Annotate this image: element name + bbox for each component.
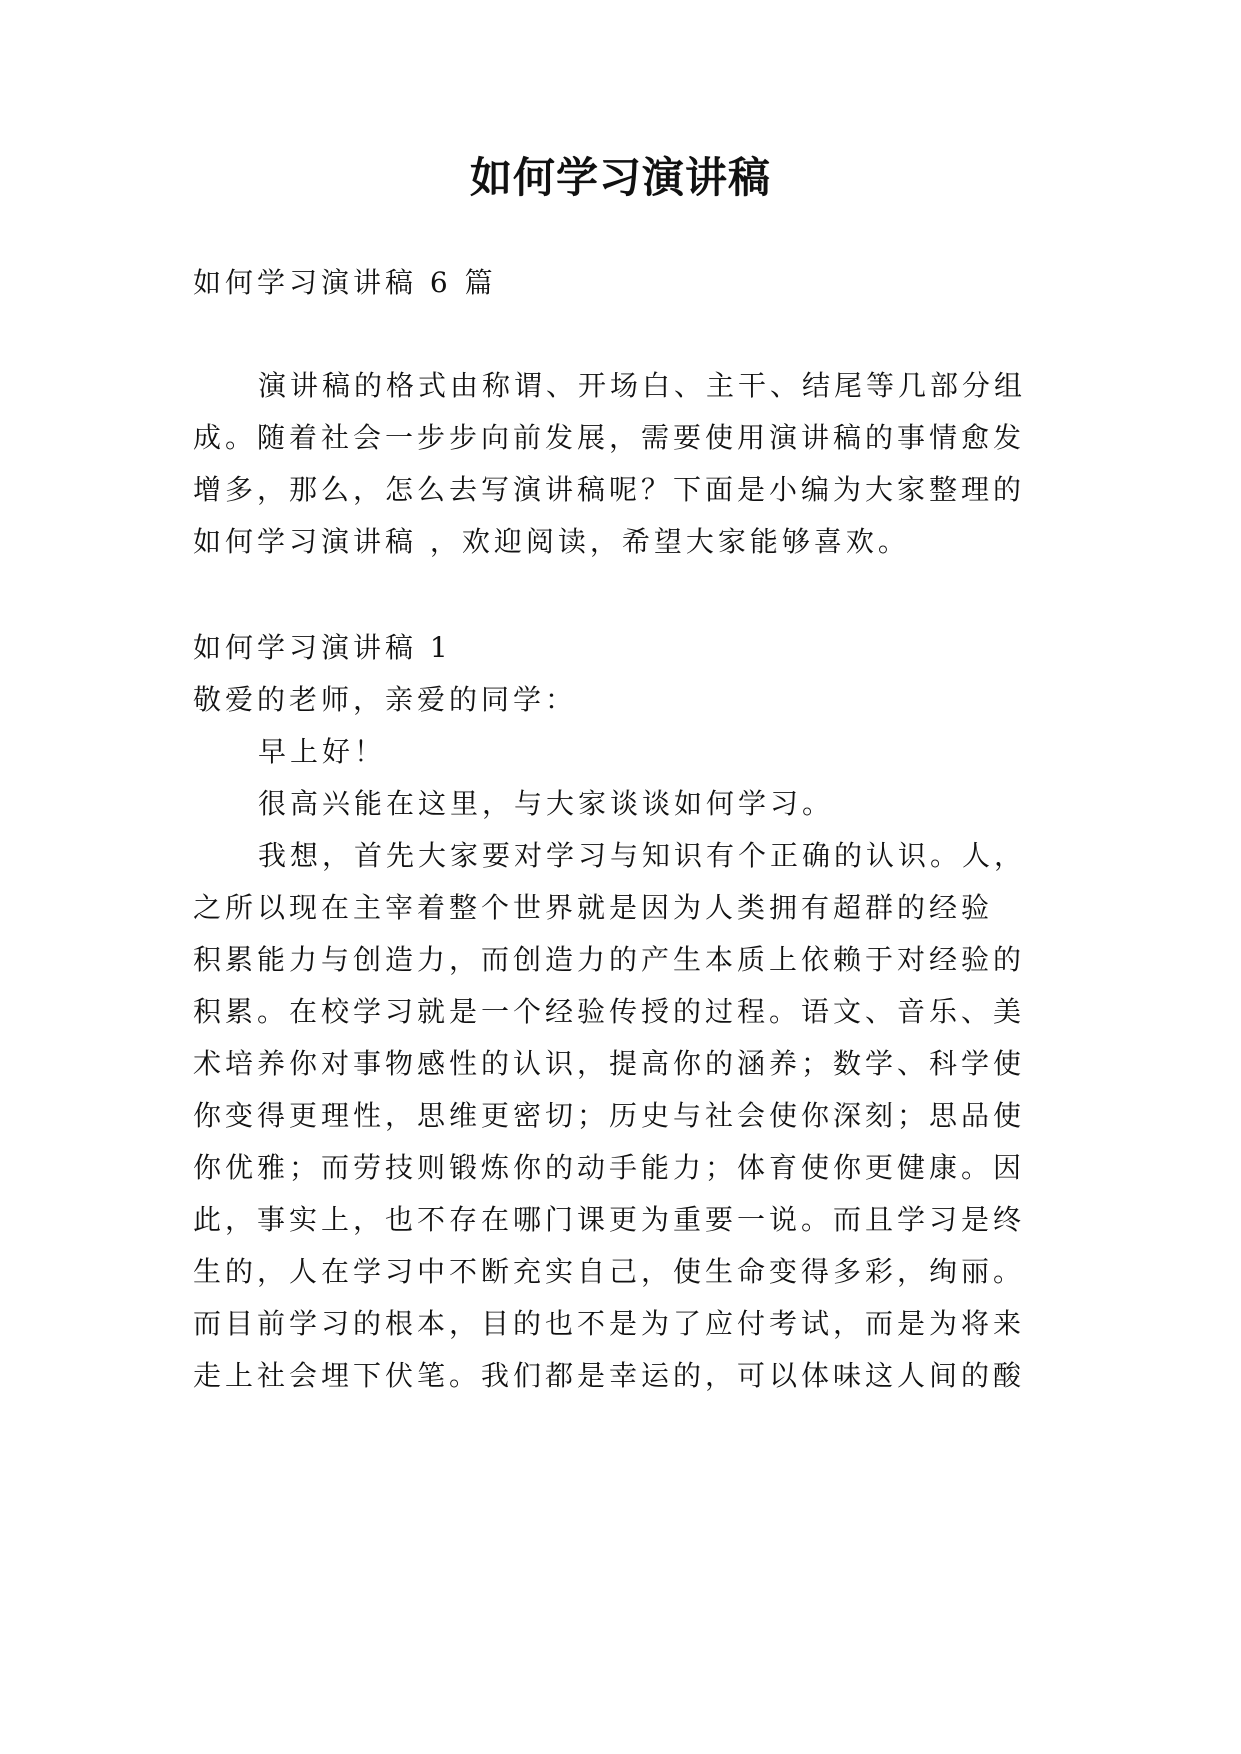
body-line: 你优雅；而劳技则锻炼你的动手能力；体育使你更健康。因	[193, 1151, 1026, 1184]
document-subtitle: 如何学习演讲稿 6 篇	[193, 266, 497, 299]
intro-line: 增多，那么，怎么去写演讲稿呢？下面是小编为大家整理的	[193, 473, 1026, 506]
salutation: 敬爱的老师，亲爱的同学：	[193, 683, 578, 716]
body-line: 积累。在校学习就是一个经验传授的过程。语文、音乐、美	[193, 995, 1026, 1028]
intro-line: 演讲稿的格式由称谓、开场白、主干、结尾等几部分组	[258, 369, 1027, 402]
body-line: 走上社会埋下伏笔。我们都是幸运的，可以体味这人间的酸	[193, 1359, 1026, 1392]
body-line: 生的，人在学习中不断充实自己，使生命变得多彩，绚丽。	[193, 1255, 1026, 1288]
body-line: 而目前学习的根本，目的也不是为了应付考试，而是为将来	[193, 1307, 1026, 1340]
body-line: 我想，首先大家要对学习与知识有个正确的认识。人，	[258, 839, 1027, 872]
intro-line: 如何学习演讲稿 ，欢迎阅读，希望大家能够喜欢。	[193, 525, 910, 558]
body-line: 此，事实上，也不存在哪门课更为重要一说。而且学习是终	[193, 1203, 1026, 1236]
body-line: 术培养你对事物感性的认识，提高你的涵养；数学、科学使	[193, 1047, 1026, 1080]
intro-line: 成。随着社会一步步向前发展，需要使用演讲稿的事情愈发	[193, 421, 1026, 454]
greeting: 早上好！	[258, 735, 387, 768]
section-heading: 如何学习演讲稿 1	[193, 631, 452, 664]
body-line: 之所以现在主宰着整个世界就是因为人类拥有超群的经验	[193, 891, 994, 924]
body-line: 你变得更理性，思维更密切；历史与社会使你深刻；思品使	[193, 1099, 1026, 1132]
body-line: 积累能力与创造力，而创造力的产生本质上依赖于对经验的	[193, 943, 1026, 976]
opening-line: 很高兴能在这里，与大家谈谈如何学习。	[258, 787, 835, 820]
document-title: 如何学习演讲稿	[469, 153, 771, 202]
